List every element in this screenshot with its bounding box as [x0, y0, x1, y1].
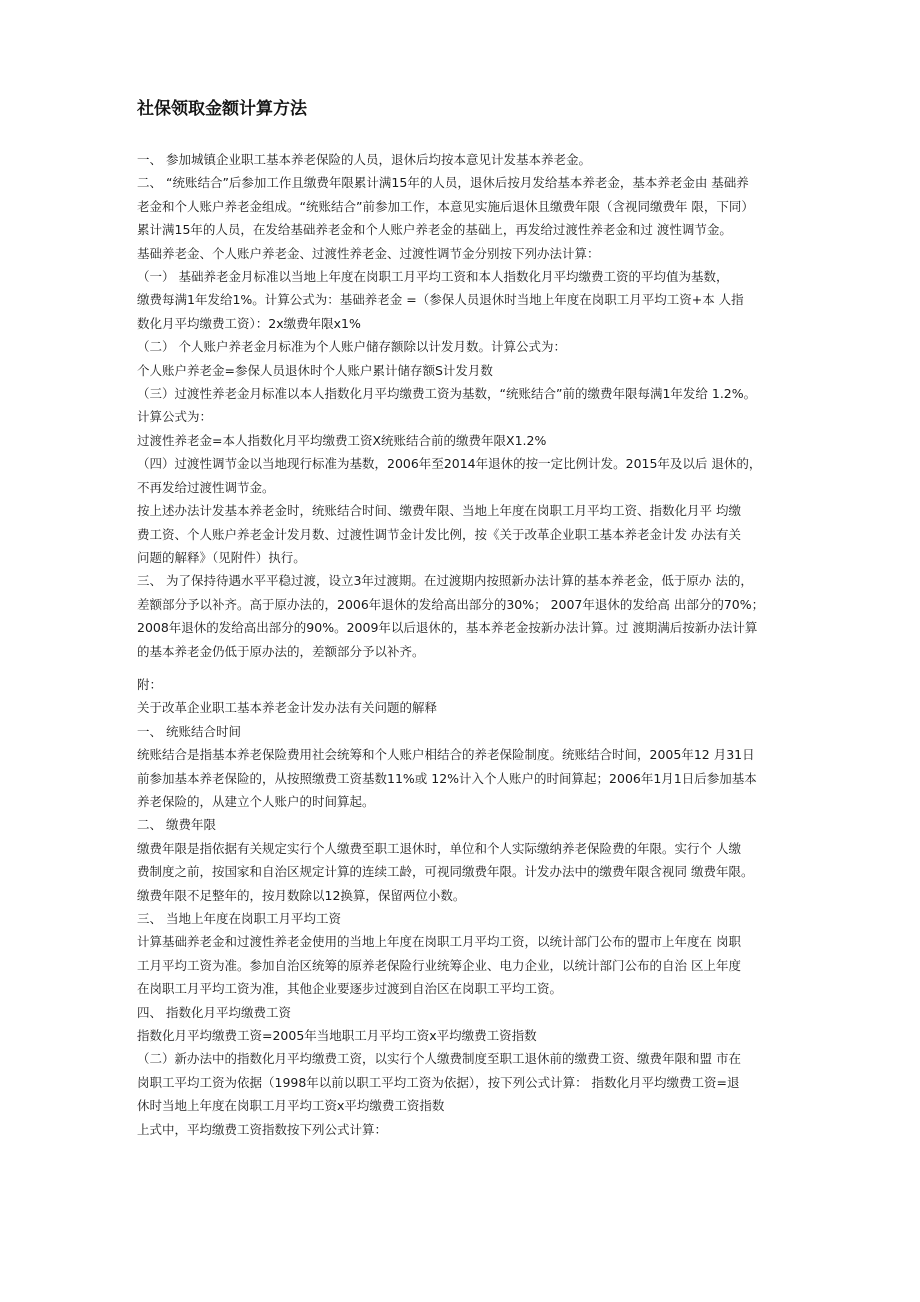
- body-line: 一、 参加城镇企业职工基本养老保险的人员，退休后均按本意见计发基本养老金。: [137, 152, 591, 167]
- appendix-line: 养老保险的，从建立个人账户的时间算起。: [137, 793, 375, 809]
- appendix-line: 附：: [137, 676, 163, 692]
- document-page: [137, 96, 789, 1141]
- body-line: 按上述办法计发基本养老金时，统账结合时间、缴费年限、当地上年度在岗职工月平均工资、指数化月平 均缴: [137, 503, 741, 519]
- body-line: 2008年退休的发给高出部分的90%。2009年以后退休的，基本养老金按新办法计算。过 渡期满后按新办法计算: [137, 620, 758, 636]
- appendix-line: 二、 缴费年限: [137, 817, 216, 833]
- body-line: 过渡性养老金=本人指数化月平均缴费工资X统账结合前的缴费年限X1.2%: [137, 432, 547, 448]
- body-line: （一） 基础养老金月标准以当地上年度在岗职工月平均工资和本人指数化月平均缴费工资的平均值为基数，: [137, 269, 729, 285]
- appendix-line: 一、 统账结合时间: [137, 723, 241, 739]
- appendix-line: 统账结合是指基本养老保险费用社会统筹和个人账户相结合的养老保险制度。统账结合时间，2005年12 月31日: [137, 747, 755, 763]
- section-gap: [137, 663, 789, 673]
- body-line: 基础养老金、个人账户养老金、过渡性养老金、过渡性调节金分别按下列办法计算：: [137, 245, 600, 261]
- appendix-line: 缴费年限不足整年的，按月数除以12换算，保留两位小数。: [137, 887, 466, 903]
- appendix-line: 前参加基本养老保险的，从按照缴费工资基数11%或 12%计入个人账户的时间算起；2006年1月1日后参加基本: [137, 770, 757, 786]
- body-line: 问题的解释》（见附件）执行。: [137, 549, 306, 565]
- appendix-line: 指数化月平均缴费工资=2005年当地职工月平均工资x平均缴费工资指数: [137, 1028, 537, 1044]
- body-line: 费工资、个人账户养老金计发月数、过渡性调节金计发比例，按《关于改革企业职工基本养老金计发 办法有关: [137, 526, 741, 542]
- appendix-line: 费制度之前，按国家和自治区规定计算的连续工龄，可视同缴费年限。计发办法中的缴费年限含视同 缴费年限。: [137, 864, 754, 880]
- appendix-line: （二）新办法中的指数化月平均缴费工资，以实行个人缴费制度至职工退休前的缴费工资、缴费年限和盟 市在: [137, 1051, 741, 1067]
- body-line: 个人账户养老金=参保人员退休时个人账户累计储存额S计发月数: [137, 362, 493, 378]
- main-section: [137, 148, 789, 663]
- body-line: 缴费每满1年发给1%。计算公式为：基础养老金 =（参保人员退休时当地上年度在岗职工月平均工资+本 人指: [137, 292, 744, 308]
- body-line: 的基本养老金仍低于原办法的，差额部分予以补齐。: [137, 643, 425, 659]
- appendix-line: 在岗职工月平均工资为准，其他企业要逐步过渡到自治区在岗职工平均工资。: [137, 981, 563, 997]
- appendix-line: 计算基础养老金和过渡性养老金使用的当地上年度在岗职工月平均工资，以统计部门公布的盟市上年度在 岗职: [137, 934, 741, 950]
- body-line: 数化月平均缴费工资）：2x缴费年限x1%: [137, 315, 361, 331]
- appendix-line: 岗职工平均工资为依据（1998年以前以职工平均工资为依据），按下列公式计算： 指数化月平均缴费工资=退: [137, 1074, 740, 1090]
- appendix-line: 休时当地上年度在岗职工月平均工资x平均缴费工资指数: [137, 1098, 445, 1114]
- body-line: 差额部分予以补齐。高于原办法的，2006年退休的发给高出部分的30%； 2007年退休的发给高 出部分的70%；: [137, 596, 765, 612]
- appendix-line: 三、 当地上年度在岗职工月平均工资: [137, 911, 341, 926]
- appendix-section: [137, 673, 789, 1141]
- body-line: 老金和个人账户养老金组成。“统账结合”前参加工作，本意见实施后退休且缴费年限（含视同缴费年 限，下同）: [137, 198, 754, 214]
- appendix-line: 四、 指数化月平均缴费工资: [137, 1004, 291, 1020]
- body-line: 不再发给过渡性调节金。: [137, 479, 275, 495]
- appendix-line: 缴费年限是指依据有关规定实行个人缴费至职工退休时，单位和个人实际缴纳养老保险费的年限。实行个 人缴: [137, 840, 741, 856]
- body-line: 三、 为了保持待遇水平平稳过渡，设立3年过渡期。在过渡期内按照新办法计算的基本养老金，低于原办 法的，: [137, 573, 753, 589]
- body-line: （三）过渡性养老金月标准以本人指数化月平均缴费工资为基数，“统账结合”前的缴费年限每满1年发给 1.2%。: [137, 386, 757, 402]
- body-line: 二、 “统账结合”后参加工作且缴费年限累计满15年的人员，退休后按月发给基本养老金，基本养老金由 基础养: [137, 175, 749, 191]
- body-line: 计算公式为：: [137, 409, 213, 425]
- document-title: 社保领取金额计算方法: [137, 99, 307, 119]
- appendix-line: 工月平均工资为准。参加自治区统筹的原养老保险行业统筹企业、电力企业，以统计部门公布的自治 区上年度: [137, 957, 741, 973]
- body-line: （四）过渡性调节金以当地现行标准为基数，2006年至2014年退休的按一定比例计发。2015年及以后 退休的，: [137, 456, 762, 472]
- appendix-line: 上式中，平均缴费工资指数按下列公式计算：: [137, 1121, 388, 1137]
- body-line: 累计满15年的人员，在发给基础养老金和个人账户养老金的基础上，再发给过渡性养老金和过 渡性调节金。: [137, 222, 732, 238]
- body-line: （二） 个人账户养老金月标准为个人账户储存额除以计发月数。计算公式为：: [137, 339, 566, 355]
- appendix-line: 关于改革企业职工基本养老金计发办法有关问题的解释: [137, 700, 438, 716]
